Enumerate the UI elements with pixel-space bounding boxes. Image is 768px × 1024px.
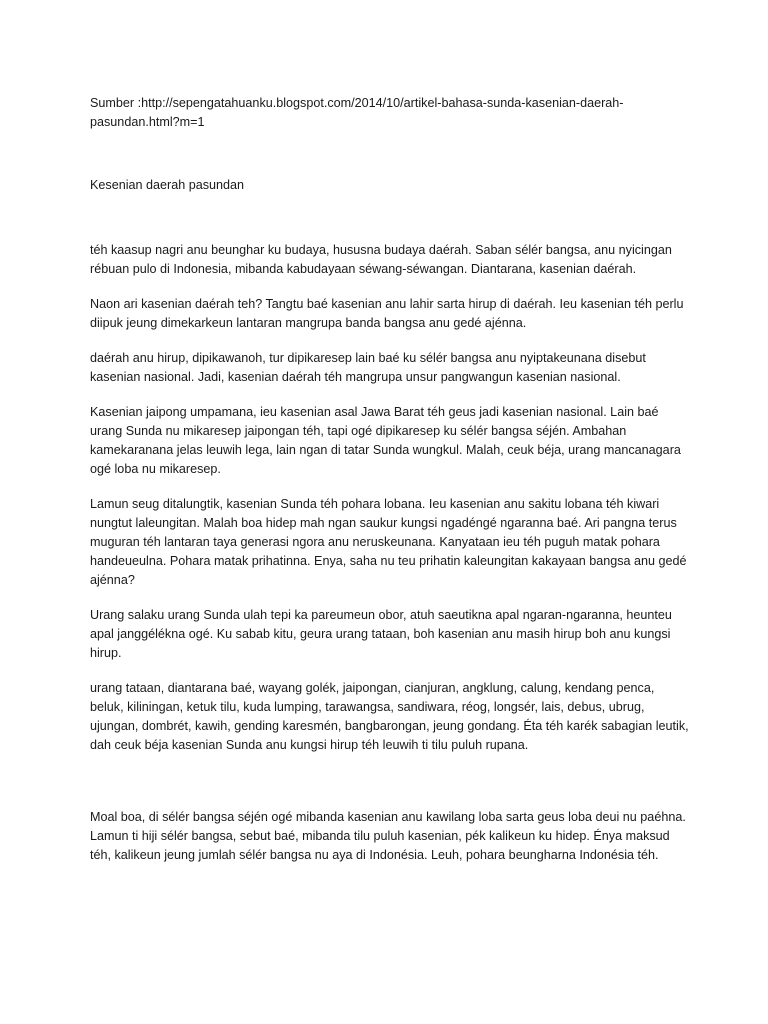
paragraph-1: téh kaasup nagri anu beunghar ku budaya, hususna budaya daérah. Saban sélér bangsa, anu nyicingan rébuan pulo di Indonesia, mibanda kabudayaan séwang-séwangan. Diantarana, kasenian daérah. [90,243,672,276]
article-title: Kesenian daerah pasundan [90,178,245,192]
paragraph-5: Lamun seug ditalungtik, kasenian Sunda téh pohara lobana. Ieu kasenian anu sakitu lobana téh kiwari nungtut laleungitan. Malah boa hidep mah ngan saukur kungsi ngadéngé ngaranna baé. Ari pangna terus muguran téh lantaran taya generasi ngora anu neruskeunana. Kanyataan ieu téh puguh matak pohara handeueulna. Pohara matak prihatinna. Enya, saha nu teu prihatin kaleungitan kakayaan bangsa anu gedé ajénna? [90,497,687,587]
paragraph-2: Naon ari kasenian daérah teh? Tangtu baé kasenian anu lahir sarta hirup di daérah. Ieu kasenian téh perlu diipuk jeung dimekarkeun lantaran mangrupa banda bangsa anu gedé ajénna. [90,297,684,330]
source-citation: Sumber :http://sepengatahuanku.blogspot.com/2014/10/artikel-bahasa-sunda-kasenian-daerah-pasundan.html?m=1 [90,96,624,129]
paragraph-7: urang tataan, diantarana baé, wayang golék, jaipongan, cianjuran, angklung, calung, kendang penca, beluk, kiliningan, ketuk tilu, kuda lumping, tarawangsa, sandiwara, réog, longsér, lais, debus, ubrug, ujungan, dombrét, kawih, gending karesmén, bangbarongan, jeung gondang. Éta téh karék sabagian leutik, dah ceuk béja kasenian Sunda anu kungsi hirup téh leuwih ti tilu puluh rupana. [90,681,689,752]
paragraph-8: Moal boa, di sélér bangsa séjén ogé mibanda kasenian anu kawilang loba sarta geus loba deui nu paéhna. Lamun ti hiji sélér bangsa, sebut baé, mibanda tilu puluh kasenian, pék kalikeun ku hidep. Énya maksud téh, kalikeun jeung jumlah sélér bangsa nu aya di Indonésia. Leuh, pohara beungharna Indonésia téh. [90,810,686,862]
paragraph-3: daérah anu hirup, dipikawanoh, tur dipikaresep lain baé ku sélér bangsa anu nyiptakeunana disebut kasenian nasional. Jadi, kasenian daérah téh mangrupa unsur pangwangun kasenian nasional. [90,351,646,384]
paragraph-6: Urang salaku urang Sunda ulah tepi ka pareumeun obor, atuh saeutikna apal ngaran-ngaranna, heunteu apal janggélékna ogé. Ku sabab kitu, geura urang tataan, boh kasenian anu masih hirup boh anu kungsi hirup. [90,608,672,660]
paragraph-4: Kasenian jaipong umpamana, ieu kasenian asal Jawa Barat téh geus jadi kasenian nasional. Lain baé urang Sunda nu mikaresep jaipongan téh, tapi ogé dipikaresep ku sélér bangsa séjén. Ambahan kamekaranana jelas leuwih lega, lain ngan di tatar Sunda wungkul. Malah, ceuk béja, urang mancanagara ogé loba nu mikaresep. [90,405,681,476]
document-body [90,94,690,881]
